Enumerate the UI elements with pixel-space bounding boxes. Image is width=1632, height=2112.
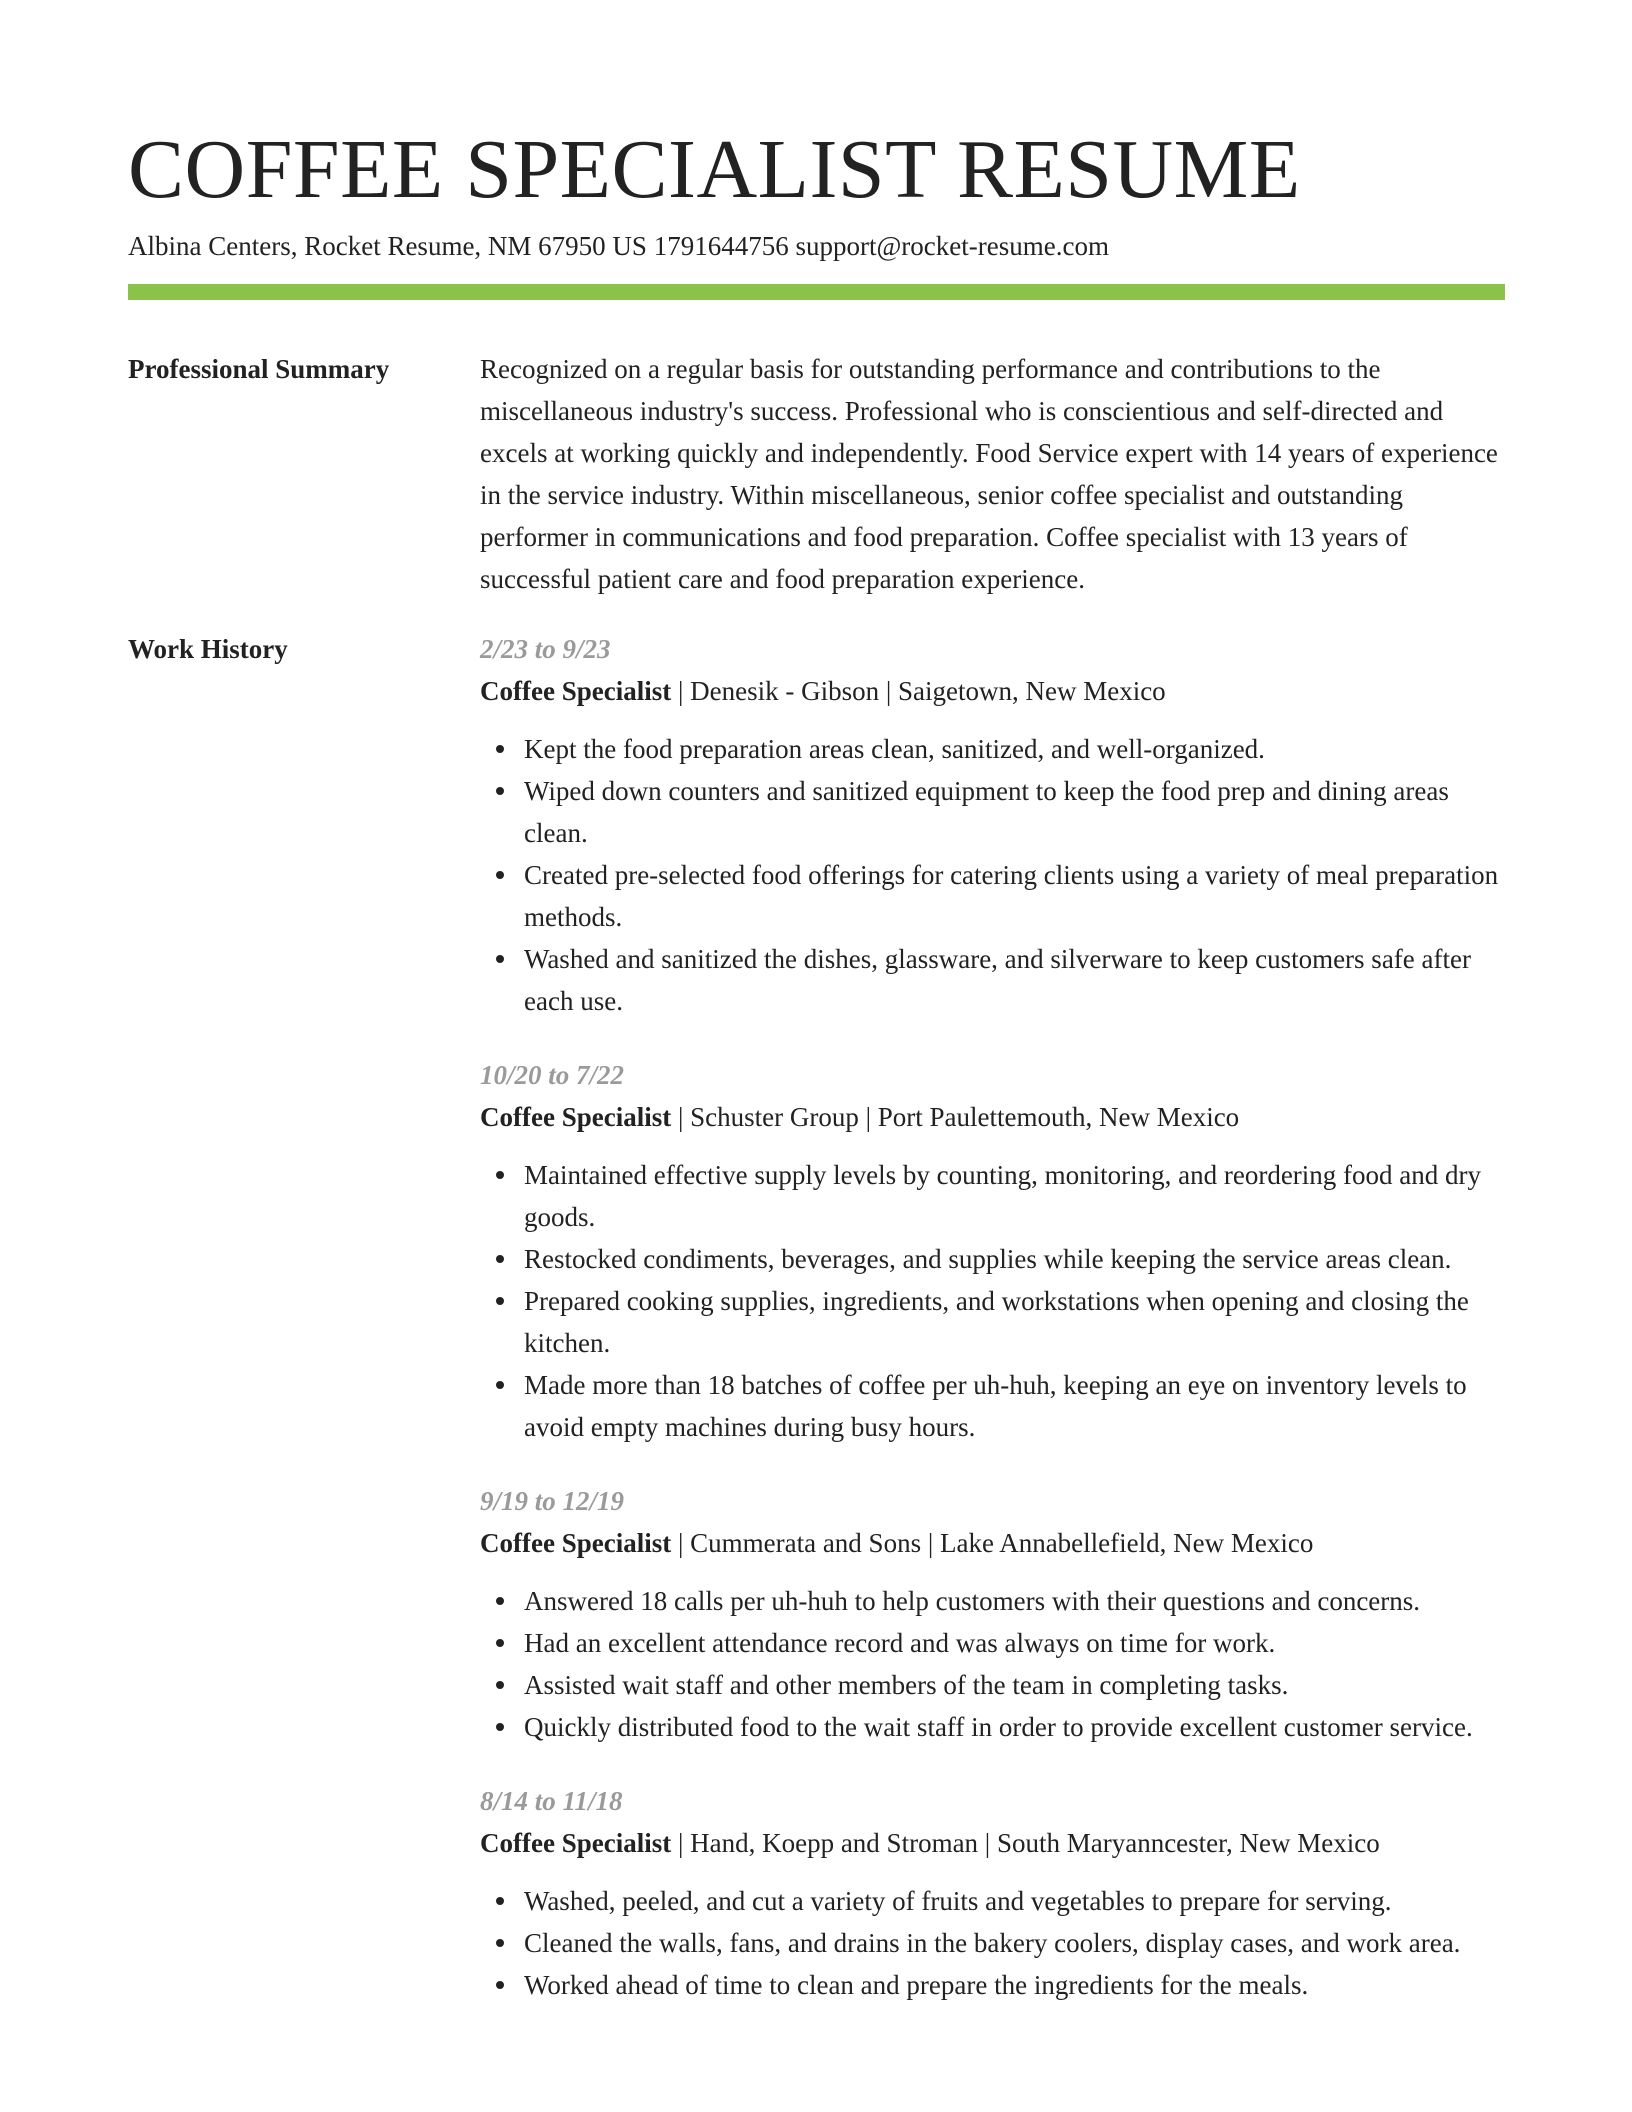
job-bullet: Restocked condiments, beverages, and supplies while keeping the service areas clean. [524,1238,1505,1280]
accent-divider [128,284,1505,300]
job-dates: 8/14 to 11/18 [480,1786,623,1816]
summary-body [480,348,1505,600]
summary-text: Recognized on a regular basis for outstanding performance and contributions to the miscellaneous industry's success. Professional who is conscientious and self-directed and excels at working quickly and independently. Food Service expert with 14 years of experience in the service industry. Within miscellaneous, senior coffee specialist and outstanding performer in communications and food preparation. Coffee specialist with 13 years of successful patient care and food preparation experience. [480,354,1498,594]
job-details: | Denesik - Gibson | Saigetown, New Mexico [671,676,1166,706]
job-title: Coffee Specialist [480,676,672,706]
job-entry [480,1780,1505,2006]
job-title: Coffee Specialist [480,1102,672,1132]
resume-page [128,120,1505,2006]
job-bullet: Washed, peeled, and cut a variety of fruits and vegetables to prepare for serving. [524,1880,1505,1922]
job-entry [480,628,1505,1022]
contact-line: Albina Centers, Rocket Resume, NM 67950 US 1791644756 support@rocket-resume.com [128,231,1109,261]
section-label-professional-summary: Professional Summary [128,354,390,384]
job-bullet: Quickly distributed food to the wait staff in order to provide excellent customer service. [524,1706,1505,1748]
job-bullet: Maintained effective supply levels by counting, monitoring, and reordering food and dry goods. [524,1154,1505,1238]
job-heading [480,1522,1505,1564]
job-details: | Schuster Group | Port Paulettemouth, New Mexico [671,1102,1240,1132]
job-bullet: Cleaned the walls, fans, and drains in the bakery coolers, display cases, and work area. [524,1922,1505,1964]
job-bullet-list [480,728,1505,1022]
section-label-work-history: Work History [128,634,288,664]
job-dates: 10/20 to 7/22 [480,1060,625,1090]
job-bullet: Assisted wait staff and other members of the team in completing tasks. [524,1664,1505,1706]
job-details: | Cummerata and Sons | Lake Annabellefield, New Mexico [671,1528,1314,1558]
job-dates: 2/23 to 9/23 [480,634,611,664]
job-bullet: Worked ahead of time to clean and prepare the ingredients for the meals. [524,1964,1505,2006]
work-history-body [480,628,1505,2006]
job-entry [480,1480,1505,1748]
job-heading [480,1096,1505,1138]
resume-title: COFFEE SPECIALIST RESUME [128,123,1301,216]
job-title: Coffee Specialist [480,1828,672,1858]
work-history-section [128,628,1505,2006]
job-bullet: Answered 18 calls per uh-huh to help customers with their questions and concerns. [524,1580,1505,1622]
job-bullet: Prepared cooking supplies, ingredients, and workstations when opening and closing the kitchen. [524,1280,1505,1364]
job-bullet-list [480,1154,1505,1448]
job-bullet-list [480,1880,1505,2006]
job-dates: 9/19 to 12/19 [480,1486,625,1516]
job-bullet: Wiped down counters and sanitized equipment to keep the food prep and dining areas clean. [524,770,1505,854]
job-bullet-list [480,1580,1505,1748]
job-bullet: Created pre-selected food offerings for catering clients using a variety of meal preparation methods. [524,854,1505,938]
job-heading [480,1822,1505,1864]
job-entry [480,1054,1505,1448]
job-bullet: Washed and sanitized the dishes, glassware, and silverware to keep customers safe after each use. [524,938,1505,1022]
job-details: | Hand, Koepp and Stroman | South Maryanncester, New Mexico [671,1828,1380,1858]
job-bullet: Made more than 18 batches of coffee per uh-huh, keeping an eye on inventory levels to avoid empty machines during busy hours. [524,1364,1505,1448]
job-bullet: Kept the food preparation areas clean, sanitized, and well-organized. [524,728,1505,770]
job-title: Coffee Specialist [480,1528,672,1558]
job-heading [480,670,1505,712]
professional-summary-section [128,348,1505,600]
job-bullet: Had an excellent attendance record and was always on time for work. [524,1622,1505,1664]
